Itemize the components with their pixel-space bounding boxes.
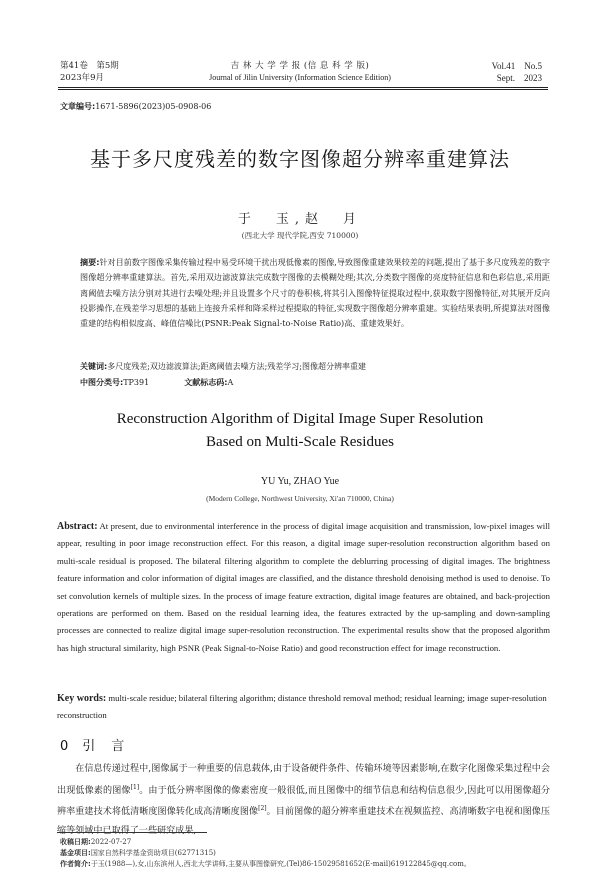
article-number-value: 1671-5896(2023)05-0908-06	[95, 102, 212, 111]
doc-code-label: 文献标志码:	[184, 378, 228, 387]
footnote-fund-label: 基金项目:	[60, 849, 91, 857]
keywords-cn-label: 关键词:	[80, 362, 108, 371]
footnote-fund	[60, 848, 216, 858]
keywords-cn-text: 多尺度残差;双边滤波算法;距离阈值去噪方法;残差学习;图像超分辨率重建	[107, 362, 366, 371]
header-date-en: Sept. 2023	[496, 73, 542, 83]
abstract-cn-label: 摘要:	[80, 257, 100, 267]
intro-text-1: 在信息传递过程中,图像属于一种重要的信息载体,由于设备硬件条件、传输环境等因素影响,在数字化图像采集过程中会出现低像素的图像	[57, 764, 550, 796]
keywords-en-label: Key words:	[57, 693, 107, 704]
intro-paragraph	[57, 760, 550, 840]
citation-ref-1[interactable]: [1]	[130, 783, 140, 791]
authors-cn: 于 玉,赵 月	[237, 212, 363, 227]
intro-text-2: 。由于低分辨率图像的像素密度一般很低,而且图像中的细节信息和结构信息很少,因此可以用图像超分辨率重建技术将低清晰度图像转化成高清晰度图像	[57, 785, 550, 818]
classification-line	[80, 377, 233, 388]
header-volume: 第41卷 第5期	[60, 61, 119, 71]
header-journal-en: Journal of Jilin University (Information Science Edition)	[209, 73, 391, 82]
title-en-line2: Based on Multi-Scale Residues	[206, 434, 394, 450]
keywords-cn	[80, 361, 366, 372]
citation-ref-2[interactable]: [2]	[258, 805, 267, 813]
section-title-part2: 言	[111, 739, 127, 754]
header-date: 2023年9月	[60, 73, 105, 83]
abstract-cn	[80, 255, 550, 331]
abstract-en	[57, 518, 550, 657]
footnote-received-label: 收稿日期:	[60, 838, 91, 846]
section-heading-intro	[60, 735, 126, 754]
article-number	[60, 101, 211, 112]
footnote-fund-value: 国家自然科学基金资助项目(62771315)	[90, 849, 216, 857]
header-rule-bottom	[58, 89, 548, 90]
header-rule-top	[58, 87, 548, 88]
footnote-author	[60, 859, 471, 869]
section-number: 0	[60, 739, 71, 754]
clc-value: TP391	[123, 378, 150, 387]
title-cn: 基于多尺度残差的数字图像超分辨率重建算法	[90, 147, 510, 171]
footnote-rule	[57, 832, 207, 833]
doc-code-value: A	[227, 378, 234, 387]
intro-text-3: 。目前图像的超分辨率重建技术在视频监控、高清晰数字电视和图像压缩等领域中已取得了一些研究成果,	[57, 807, 550, 836]
keywords-en	[57, 690, 550, 723]
title-en-line1: Reconstruction Algorithm of Digital Image Super Resolution	[116, 411, 484, 427]
abstract-en-label: Abstract:	[57, 521, 98, 532]
clc-label: 中图分类号:	[80, 378, 124, 387]
footnote-received-value: 2022-07-27	[90, 838, 132, 846]
article-number-label: 文章编号:	[60, 102, 96, 111]
footnote-author-label: 作者简介:	[60, 860, 91, 868]
affiliation-en: (Modern College, Northwest University, Xi'an 710000, China)	[206, 494, 394, 503]
footnote-received	[60, 837, 131, 847]
affiliation-cn: (西北大学 现代学院,西安 710000)	[241, 231, 359, 240]
section-title-part1: 引	[82, 739, 98, 754]
header-vol-en: Vol.41 No.5	[491, 61, 542, 71]
authors-en: YU Yu, ZHAO Yue	[260, 476, 340, 487]
keywords-en-text: multi-scale residue; bilateral filtering algorithm; distance threshold removal method; residual learning; image super-resolution reconstruction	[57, 693, 547, 720]
abstract-cn-text: 针对目前数字图像采集传输过程中易受环境干扰出现低像素的图像,导致图像重建效果较差的问题,提出了基于多尺度残差的数字图像超分辨率重建算法。首先,采用双边滤波算法完成数字图像的去模糊处理;其次,分类数字图像的亮度特征信息和色彩信息,采用距离阈值去噪方法分别对其进行去噪处理;并且设置多个尺寸的卷积核,将其引入图像特征提取过程中,获取数字图像特征,对其展开反向投影操作,在残差学习思想的基础上连接升采样和降采样过程提取的特征,实现数字图像超分辨率重建。实验结果表明,所提算法对图像重建的结构相似度高、峰值信噪比(PSNR:Peak Signal-to-Noise Ratio)高、重建效果好。	[80, 257, 550, 329]
abstract-en-text: At present, due to environmental interference in the process of digital image acquisition and transmission, low-pixel images will appear, resulting in poor image reconstruction effect. For this reason, a digital image super-resolution reconstruction algorithm based on multi-scale residual is proposed. The bilateral filtering algorithm to complete the deblurring processing of digital images. The brightness feature information and color information of digital images are classified, and the distance threshold denoising method is used to denoise. To set convolution kernels of multiple sizes. In the process of image feature extraction, digital image features are obtained, and back-projection operations are performed on them. Based on the residual learning idea, the features extracted by the up-sampling and down-sampling processes are connected to realize digital image super-resolution reconstruction. The experimental results show that the proposed algorithm has high structural similarity, high PSNR (Peak Signal-to-Noise Ratio) and good reconstruction effect for image reconstruction.	[57, 521, 550, 653]
header-journal-cn: 吉 林 大 学 学 报 (信 息 科 学 版)	[230, 61, 370, 71]
title-en	[0, 408, 600, 454]
footnote-author-value: 于玉(1988—),女,山东滨州人,西北大学讲师,主要从事图像研究,(Tel)86-15029581652(E-mail)619122845@qq.com。	[90, 860, 471, 868]
